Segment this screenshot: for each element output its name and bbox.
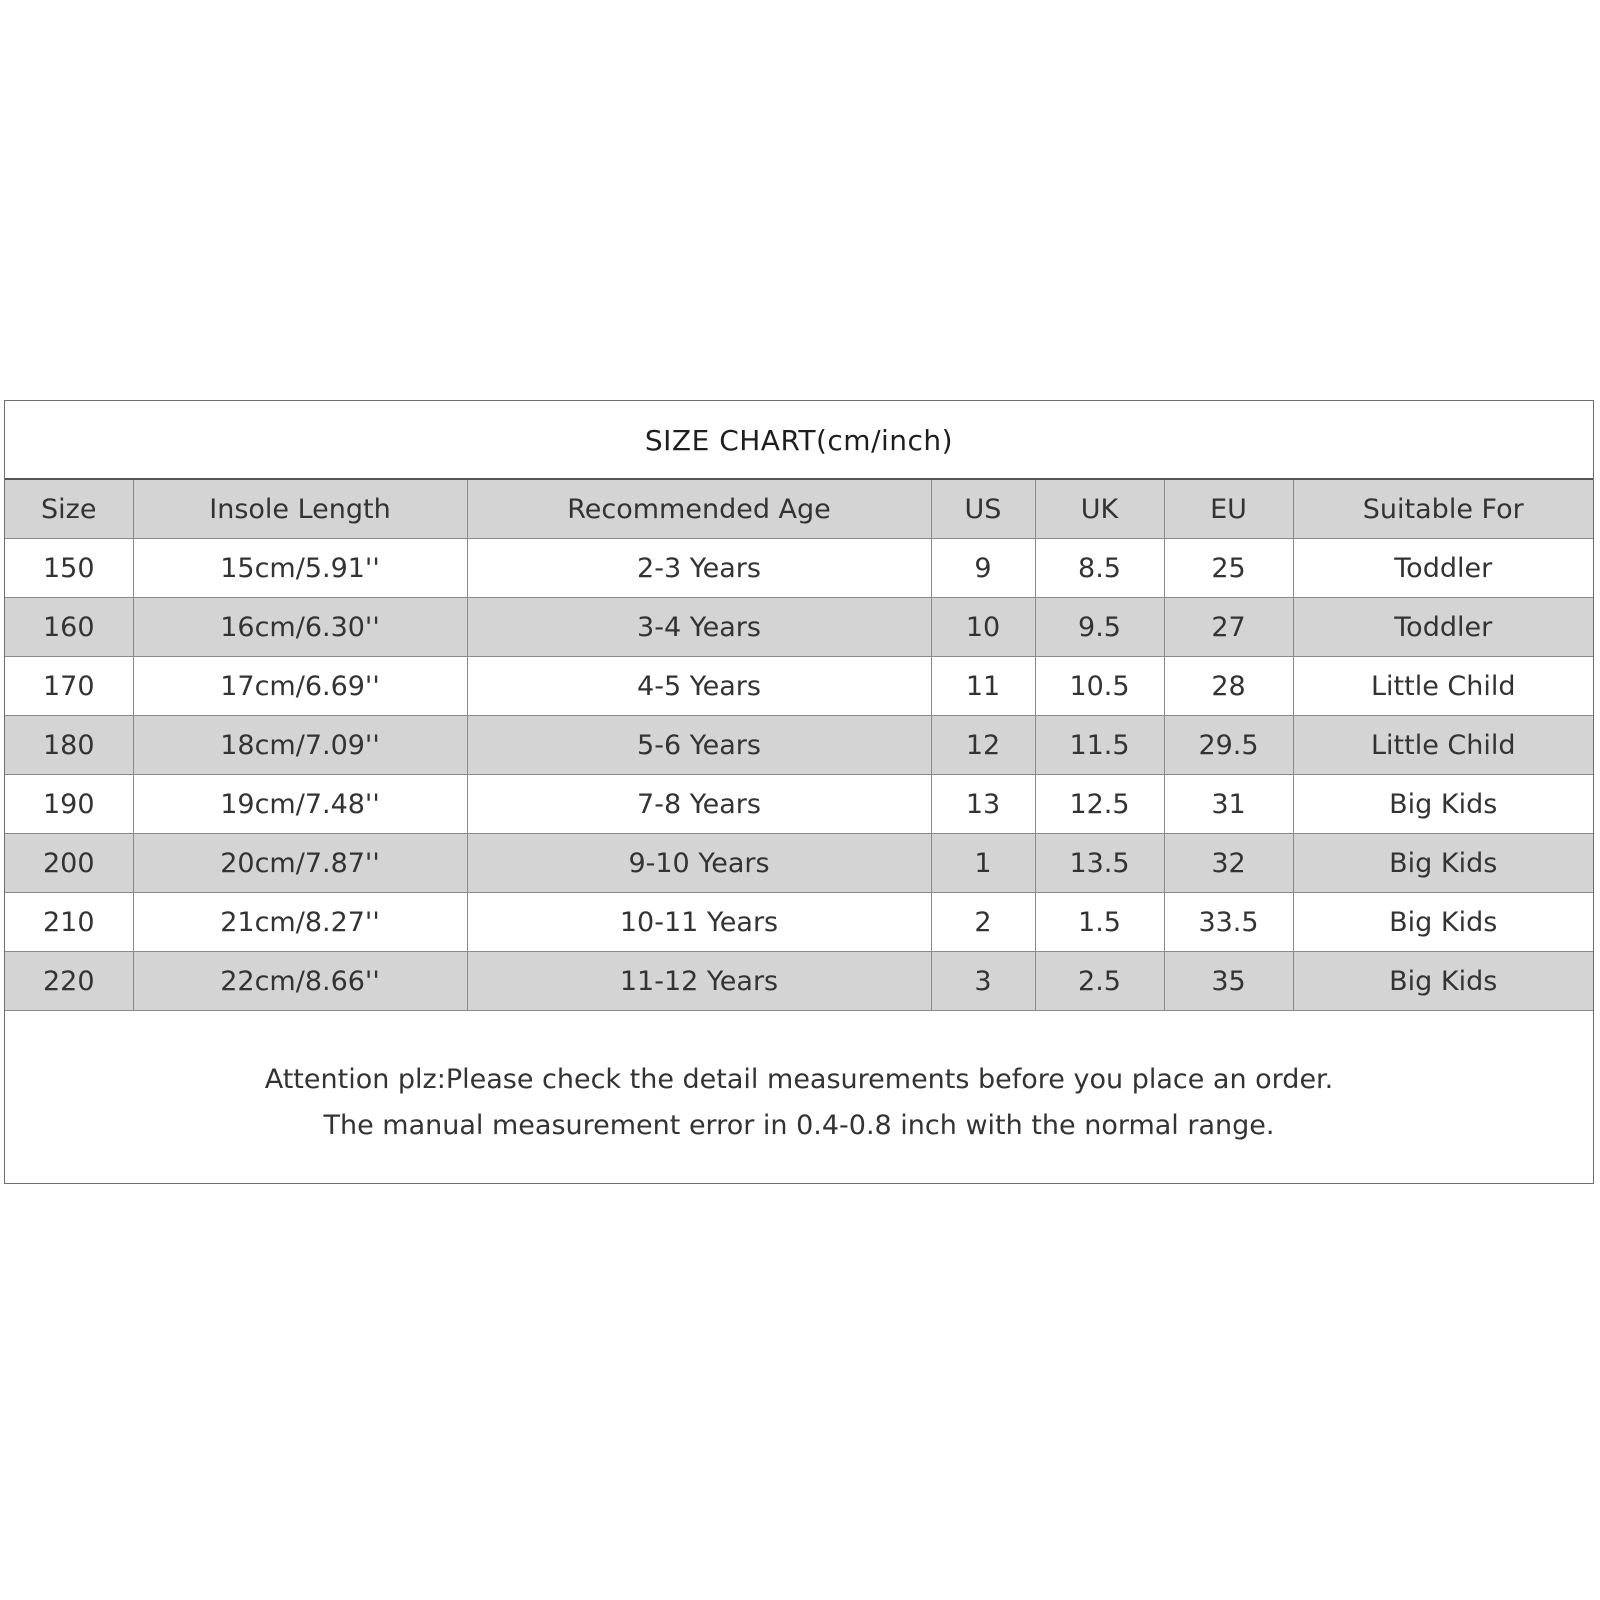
cell-eu: 31 — [1164, 775, 1293, 834]
cell-eu: 33.5 — [1164, 893, 1293, 952]
cell-insole-length: 17cm/6.69'' — [133, 657, 467, 716]
cell-recommended-age: 3-4 Years — [467, 598, 931, 657]
cell-uk: 8.5 — [1035, 539, 1164, 598]
table-row — [5, 716, 1593, 775]
cell-suitable-for: Toddler — [1293, 539, 1593, 598]
cell-recommended-age: 4-5 Years — [467, 657, 931, 716]
cell-uk: 12.5 — [1035, 775, 1164, 834]
size-table — [5, 480, 1593, 1011]
cell-eu: 35 — [1164, 952, 1293, 1011]
size-chart — [4, 400, 1594, 1184]
cell-us: 11 — [931, 657, 1035, 716]
cell-eu: 25 — [1164, 539, 1293, 598]
cell-us: 13 — [931, 775, 1035, 834]
header-eu: EU — [1164, 480, 1293, 539]
cell-size: 180 — [5, 716, 133, 775]
note-measurement-error: The manual measurement error in 0.4-0.8 inch with the normal range. — [323, 1110, 1275, 1141]
cell-insole-length: 21cm/8.27'' — [133, 893, 467, 952]
cell-eu: 29.5 — [1164, 716, 1293, 775]
cell-us: 10 — [931, 598, 1035, 657]
header-row — [5, 480, 1593, 539]
cell-uk: 1.5 — [1035, 893, 1164, 952]
header-recommended-age: Recommended Age — [467, 480, 931, 539]
cell-uk: 2.5 — [1035, 952, 1164, 1011]
cell-recommended-age: 11-12 Years — [467, 952, 931, 1011]
cell-insole-length: 15cm/5.91'' — [133, 539, 467, 598]
table-row — [5, 893, 1593, 952]
cell-eu: 27 — [1164, 598, 1293, 657]
cell-recommended-age: 10-11 Years — [467, 893, 931, 952]
cell-uk: 13.5 — [1035, 834, 1164, 893]
cell-uk: 11.5 — [1035, 716, 1164, 775]
cell-size: 210 — [5, 893, 133, 952]
header-size: Size — [5, 480, 133, 539]
cell-insole-length: 18cm/7.09'' — [133, 716, 467, 775]
cell-recommended-age: 2-3 Years — [467, 539, 931, 598]
cell-suitable-for: Little Child — [1293, 716, 1593, 775]
cell-us: 2 — [931, 893, 1035, 952]
cell-recommended-age: 9-10 Years — [467, 834, 931, 893]
table-row — [5, 952, 1593, 1011]
table-row — [5, 598, 1593, 657]
cell-uk: 9.5 — [1035, 598, 1164, 657]
note-attention: Attention plz:Please check the detail measurements before you place an order. — [264, 1064, 1334, 1095]
cell-size: 200 — [5, 834, 133, 893]
cell-recommended-age: 7-8 Years — [467, 775, 931, 834]
cell-eu: 32 — [1164, 834, 1293, 893]
cell-us: 9 — [931, 539, 1035, 598]
cell-size: 190 — [5, 775, 133, 834]
chart-title: SIZE CHART(cm/inch) — [5, 401, 1593, 480]
cell-suitable-for: Big Kids — [1293, 834, 1593, 893]
table-row — [5, 834, 1593, 893]
table-row — [5, 775, 1593, 834]
table-row — [5, 657, 1593, 716]
header-insole-length: Insole Length — [133, 480, 467, 539]
table-header — [5, 480, 1593, 539]
cell-insole-length: 22cm/8.66'' — [133, 952, 467, 1011]
cell-size: 160 — [5, 598, 133, 657]
cell-eu: 28 — [1164, 657, 1293, 716]
cell-suitable-for: Big Kids — [1293, 775, 1593, 834]
table-body — [5, 539, 1593, 1011]
cell-uk: 10.5 — [1035, 657, 1164, 716]
cell-suitable-for: Little Child — [1293, 657, 1593, 716]
cell-size: 150 — [5, 539, 133, 598]
notes — [5, 1011, 1593, 1183]
cell-us: 3 — [931, 952, 1035, 1011]
header-uk: UK — [1035, 480, 1164, 539]
header-suitable-for: Suitable For — [1293, 480, 1593, 539]
cell-insole-length: 19cm/7.48'' — [133, 775, 467, 834]
cell-suitable-for: Big Kids — [1293, 893, 1593, 952]
cell-us: 1 — [931, 834, 1035, 893]
cell-size: 220 — [5, 952, 133, 1011]
cell-suitable-for: Big Kids — [1293, 952, 1593, 1011]
cell-insole-length: 16cm/6.30'' — [133, 598, 467, 657]
cell-insole-length: 20cm/7.87'' — [133, 834, 467, 893]
table-row — [5, 539, 1593, 598]
cell-us: 12 — [931, 716, 1035, 775]
cell-size: 170 — [5, 657, 133, 716]
cell-recommended-age: 5-6 Years — [467, 716, 931, 775]
header-us: US — [931, 480, 1035, 539]
cell-suitable-for: Toddler — [1293, 598, 1593, 657]
